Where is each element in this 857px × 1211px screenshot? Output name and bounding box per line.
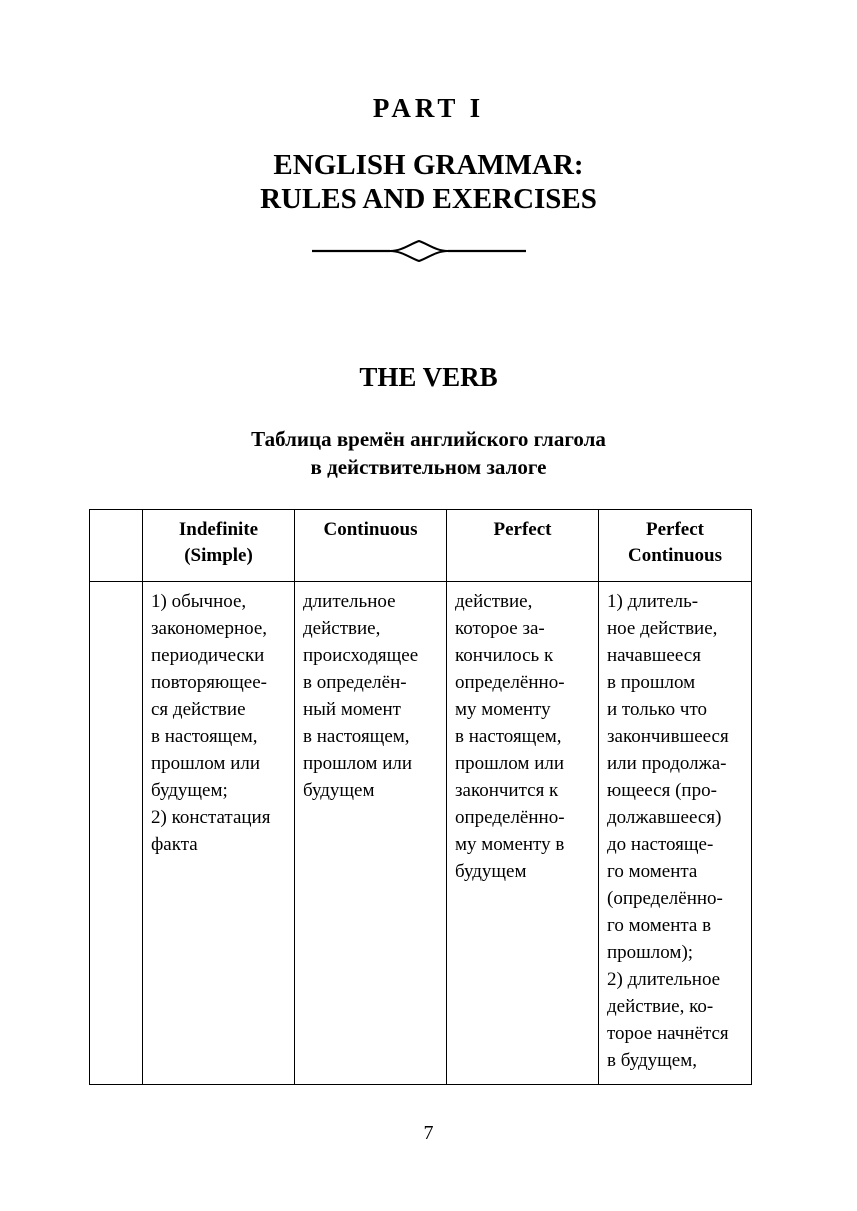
ornament-divider: [312, 238, 526, 264]
cell-indefinite: 1) обычное, закономерное, периодически повторяющее- ся действие в настоящем, прошлом или будущем; 2) констатация факта: [143, 582, 295, 1085]
table-row: [90, 582, 752, 1085]
header-cell-empty: [90, 510, 143, 582]
part-label: PART I: [372, 93, 485, 123]
heading-line-2: RULES AND EXERCISES: [260, 183, 597, 215]
header-continuous: Continuous: [295, 510, 447, 582]
table-header-row: [90, 510, 752, 582]
tense-table: [89, 509, 752, 1085]
heading-line-1: ENGLISH GRAMMAR:: [273, 149, 584, 181]
cell-continuous: длительное действие, происходящее в определён- ный момент в настоящем, прошлом или будущем: [295, 582, 447, 1085]
table-title-line-1: Таблица времён английского глагола: [251, 427, 606, 451]
header-perfect-continuous: Perfect Continuous: [599, 510, 752, 582]
row-label-cell: [90, 582, 143, 1085]
table-title-line-2: в действительном залоге: [310, 455, 547, 479]
page-number: 7: [423, 1122, 434, 1144]
cell-perfect-continuous: 1) длитель- ное действие, начавшееся в прошлом и только что закончившееся или продолжа- ющееся (про- должавшееся) до настояще- го момента (определённо- го момента в прошлом); 2) длительное действие, ко- торое начнётся в будущем,: [599, 582, 752, 1085]
cell-perfect: действие, которое за- кончилось к определённо- му моменту в настоящем, прошлом или закончится к определённо- му моменту в будущем: [447, 582, 599, 1085]
section-title: THE VERB: [359, 362, 498, 392]
header-indefinite: Indefinite (Simple): [143, 510, 295, 582]
header-perfect: Perfect: [447, 510, 599, 582]
